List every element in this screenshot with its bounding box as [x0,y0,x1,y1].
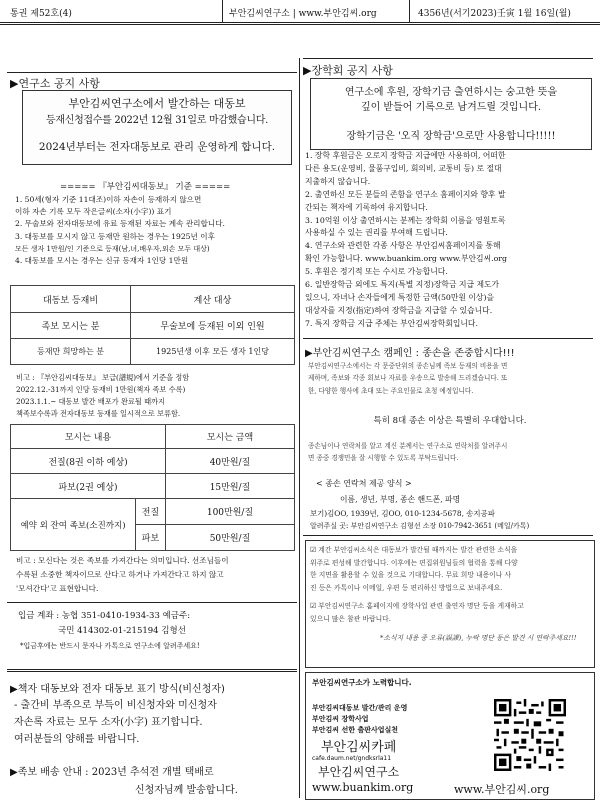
cafe-name: 부안김씨카페 [321,740,397,755]
bulletin-line: ☑ 계간 부안김씨소식은 대동보가 발간될 때까지는 발간 관련한 소식을 [310,546,518,554]
format-columns: 이름, 생년, 부명, 종손 핸드폰, 파명 [340,495,461,504]
account-line: 입금 계좌 : 농협 351-0410-1934-33 예금주: [18,611,191,621]
fee-cell: 족보 모시는 분 [11,313,131,339]
column-divider [299,58,300,798]
campaign-text-2 [308,440,594,465]
book-line: 자손록 자료는 모두 소자(小字) 표기합니다. [14,717,203,728]
fee-header: 대동보 등재비 [11,286,131,313]
price-cell: 예약 외 잔여 족보(소진까지) [11,499,136,551]
note-line: 2022.12.-31까지 인당 등재비 1만원(책자 족보 수록) [16,385,186,394]
campaign-line: 면 종중 경쟁민을 잘 시행할 수 있도록 부탁드립니다. [308,454,459,463]
masthead: 부안김씨연구소 | www.부안김씨.org [229,9,377,19]
price-cell: 15만원/질 [166,474,295,499]
account-info [18,609,198,654]
ship-text: 신청자님께 발송합니다. [135,785,238,796]
note-line: 책족보수록과 전자대동보 등재를 일시적으로 보류함. [16,409,181,418]
issue-number: 통권 제52호(4) [10,9,72,19]
campaign-line: 부안김씨연구소에서는 각 문중단위의 종손님께 족보 등재의 비용을 면 [308,362,508,370]
section-title-scholarship: ▶장학회 공지 사항 [303,64,393,77]
homepage-link-2[interactable]: www.부안김씨.org [454,783,550,796]
ship-title: ▶족보 배송 안내 : 2023년 추석전 개별 택배로 [10,767,214,778]
campaign-text [308,360,594,397]
rule-line: 4. 연구소와 관련한 각종 사항은 부안김씨홈페이지를 통해 [305,241,501,251]
rule-line: 2. 출연하신 모든 분들의 존함을 연구소 홈페이지와 향후 발 [305,189,506,199]
institute-label: 부안김씨연구소가 노력합니다. [312,678,412,687]
price-cell: 100만원/질 [166,499,295,525]
remark-line: 수록된 소중한 책자이므로 산다고 하거나 가져간다고 하지 않고 [16,570,224,579]
notice-line: 부안김씨연구소에서 발간하는 대동보 [68,97,246,110]
homepage-link-1[interactable]: www.buankim.org [312,781,414,794]
fee-table [10,285,295,365]
institute-line: 부안김씨 선한 출판사업실천 [312,726,399,734]
bulletin-box [305,540,595,668]
rule-line: 6. 일반장학금 외에도 특지(특별 지정)장학금 지급 제도가 [305,280,500,290]
criteria-item: 2. 무술보와 전자대동보에 유료 등재된 자료는 계속 관리합니다. [15,219,225,229]
note-line: 비고 : 『부안김씨대동보』 보급(譜規)에서 기준을 정함 [16,373,190,382]
rule-line: 3. 10억원 이상 출연하시는 분께는 장학회 이름을 영원토록 [305,215,506,225]
format-contact: 알려주실 곳: 부안김씨연구소 김형선 소장 010-7942-3651 (메일/카톡) [310,522,530,530]
rule-line: 지출하지 않습니다. [305,176,371,186]
price-header: 모시는 금액 [166,425,295,449]
book-line: - 출간비 부족으로 부득이 비신청자와 미신청자 [14,700,217,711]
remark [16,554,229,596]
criteria-title: ===== 『부안김씨대동보』 기준 ===== [60,182,231,192]
section-title-book: ▶책자 대동보와 전자 대동보 표기 방식(비신청자) [10,684,225,695]
note-line: 2023.1.1.~ 대동보 발간 배포가 완료될 때까지 [16,397,165,406]
rule-line: 5. 후원은 정기적 또는 수시로 가능합니다. [305,267,448,277]
issue-date: 4356년(서기2023)壬寅 1월 16일(월) [418,9,571,19]
cafe-url: cafe.daum.net/gndksrla11 [312,755,392,762]
fee-cell: 무술보에 등재된 이외 인원 [131,313,295,339]
bulletin-line: 위주로 편성해 발간합니다. 이후에는 편집위원님들의 협력을 통해 다양 [310,558,518,567]
criteria-item: 1. 50세(형자 기준 11대조)이하 자손이 등재하지 않으면 [15,195,202,204]
price-cell: 50만원/질 [166,525,295,551]
bulletin-line: 진 등은 카톡이나 이메일, 우편 등 편리하신 방법으로 보내주세요. [310,583,503,592]
account-line: *입금후에는 반드시 문자나 카톡으로 연구소에 알려주세요! [20,642,200,650]
criteria-item: 3. 대동보를 모시지 않고 등재만 원하는 경우는 1925년 이후 [15,231,215,241]
campaign-line: 한, 다양한 행사에 초대 또는 주요인물로 초청 예정입니다. [308,386,474,395]
campaign-line: 종손님이나 연락처를 알고 계신 분께서는 연구소로 연락처를 알려주시 [308,442,508,450]
price-table [10,424,295,551]
criteria-list [15,194,297,267]
bulletin-line: 한 지면을 활용할 수 있을 것으로 기대합니다. 무료 희망 내용이나 사 [310,571,512,580]
scholarship-line: 연구소에 후원, 장학기금 출연하시는 숭고한 뜻을 [344,87,558,98]
rule-line: 다른 용도(운영비, 물품구입비, 회의비, 교통비 등) 로 절대 [305,163,502,173]
rule-line: 대상자를 지정(指定)하여 장학금을 지급할 수 있습니다. [305,305,493,315]
fee-cell: 1925년생 이후 모든 생자 1인당 [131,339,295,365]
qr-code-icon [494,699,566,771]
campaign-line: 제하며, 족보와 각종 회보나 자료를 우송으로 발송해 드리겠습니다. 또 [308,374,508,383]
fee-cell: 등재만 희망하는 분 [11,339,131,365]
book-text [14,697,217,748]
scholarship-box [310,78,592,150]
section-title-notice: ▶연구소 공지 사항 [10,77,100,90]
notice-line: 등재신청접수를 2022년 12월 31일로 마감했습니다. [45,115,268,126]
criteria-item: 이하 자손 기록 모두 작은글씨(소자(小字)) 표기 [15,207,172,217]
rule-line: 간되는 책자에 기록하여 유지합니다. [305,202,428,212]
campaign-highlight: 특히 8대 종손 이상은 특별히 우대합니다. [373,416,527,426]
rule-line: 확인 가능합니다. www.buankim.org www.부안김씨.org [305,254,507,264]
bulletin-line: 있으니 많은 참관 바랍니다. [310,614,391,623]
section-title-campaign: ▶부안김씨연구소 캠페인 : 종손을 존중합시다!!! [305,348,515,359]
format-example: 보기)김OO, 1939년, 김OO, 010-1234-5678, 송지공파 [310,509,495,518]
account-line: 국민 414302-01-215194 김형선 [58,626,186,636]
price-cell: 전질(8권 이하 예상) [11,449,166,474]
scholarship-line: 깊이 받들어 기록으로 남겨드릴 것입니다. [360,102,542,113]
price-header: 모시는 내용 [11,425,166,449]
rule-line: 사용하실 수 있는 권리를 부여해 드립니다. [305,228,448,238]
price-cell: 40만원/질 [166,449,295,474]
fee-note [16,372,189,420]
criteria-item: 4. 대동보를 모시는 경우는 신규 등재자 1인당 1만원 [15,256,189,266]
notice-box [22,90,292,165]
fee-header: 계산 대상 [131,286,295,313]
institute-name: 부안김씨연구소 [318,765,400,779]
rule-line: 1. 장학 후원금은 오로지 장학금 지급에만 사용하며, 어떠한 [305,151,506,160]
scholarship-line: 장학기금은 '오직 장학금'으로만 사용합니다!!!!! [346,131,556,142]
scholarship-rules [305,150,597,331]
rule-line: 있으니, 자녀나 손자들에게 특정한 금액(50만원 이상)을 [305,292,495,302]
price-cell: 파보(2권 예상) [11,474,166,499]
price-cell: 전질 [136,499,166,525]
book-line: 여러분들의 양해를 바랍니다. [14,734,140,745]
notice-line: 2024년부터는 전자대동보로 관리 운영하게 합니다. [38,141,276,153]
bulletin-line: ☑ 부안김씨연구소 홈페이지에 장학사업 관련 출연자 명단 등을 게재하고 [310,602,524,611]
bulletin-line: *소식지 내용 중 오류(誤謬), 누락 명단 등은 발견 시 연락주세요!!! [380,633,577,642]
remark-line: 비고 : 모신다는 것은 족보를 가져간다는 의미입니다. 선조님들이 [16,556,229,565]
format-title: < 종손 연락처 제공 양식 > [316,479,412,488]
price-cell: 파보 [136,525,166,551]
institute-line: 부안김씨대동보 발간/관리 운영 [312,704,408,712]
institute-line: 부안김씨 장학사업 [312,715,369,723]
rule-line: 7. 특지 장학금 지급 주체는 부안김씨장학회입니다. [305,318,478,328]
criteria-item: 모든 생자 1만원/인 기준으로 등재(남,녀,배우자,외손 모두 대상) [15,244,210,253]
remark-line: '모셔간다'고 표현합니다. [16,584,99,593]
